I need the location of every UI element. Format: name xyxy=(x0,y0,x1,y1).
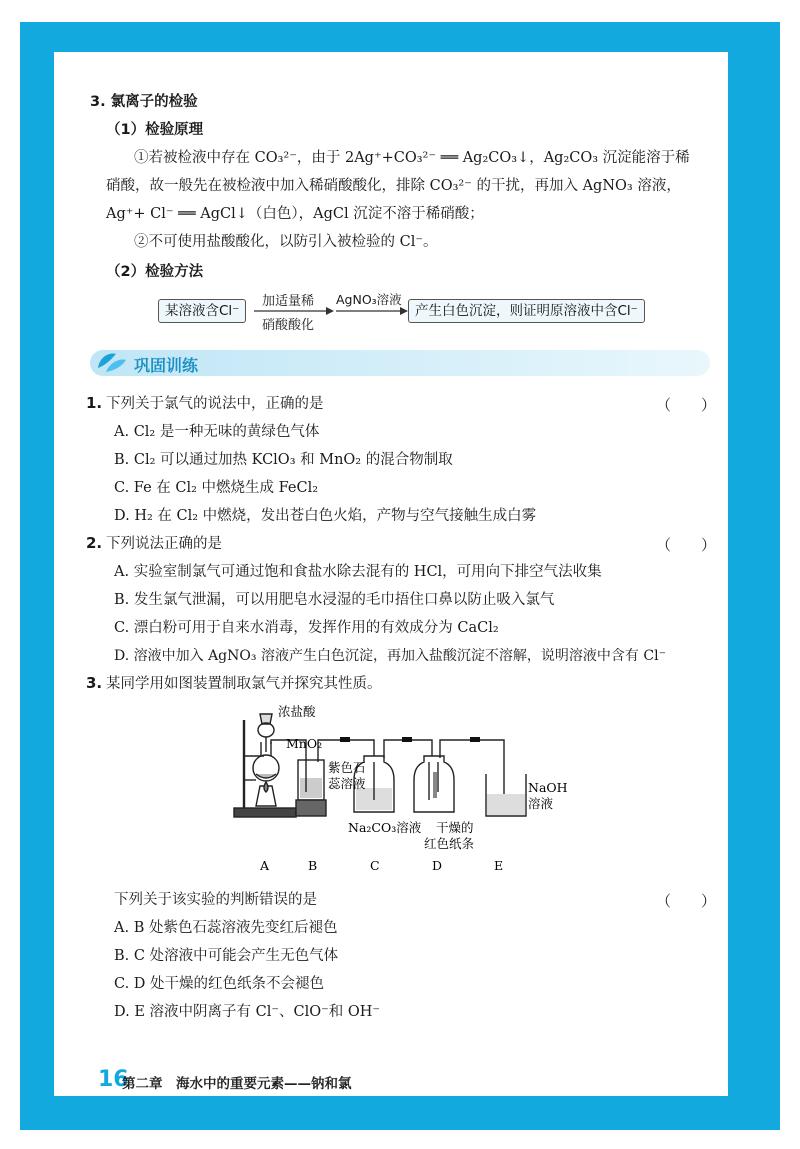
page-content xyxy=(54,52,728,1096)
q2-answer-blank[interactable]: （ ） xyxy=(656,536,717,554)
q3-sub-stem: 下列关于该实验的判断错误的是 xyxy=(114,892,317,908)
q2-option-c[interactable]: C. 漂白粉可用于自来水消毒，发挥作用的有效成分为 CaCl₂ xyxy=(114,620,499,636)
q3-option-d[interactable]: D. E 溶液中阴离子有 Cl⁻、ClO⁻和 OH⁻ xyxy=(114,1004,381,1020)
label-dry-1: 干燥的 xyxy=(436,820,474,835)
flow-result-box: 产生白色沉淀，则证明原溶液中含Cl⁻ xyxy=(408,299,645,323)
label-d: D xyxy=(432,858,443,873)
page-number: 16 xyxy=(98,1067,129,1092)
q3-answer-blank[interactable]: （ ） xyxy=(656,892,717,910)
label-c: C xyxy=(370,858,380,873)
practice-title: 巩固训练 xyxy=(134,356,199,375)
q2-option-d[interactable]: D. 溶液中加入 AgNO₃ 溶液产生白色沉淀，再加入盐酸沉淀不溶解，说明溶液中含有 Cl⁻ xyxy=(114,648,666,664)
q1-option-c[interactable]: C. Fe 在 Cl₂ 中燃烧生成 FeCl₂ xyxy=(114,480,319,496)
flow-arrow1-top: 加适量稀 xyxy=(262,294,315,309)
q1-answer-blank[interactable]: （ ） xyxy=(656,396,717,414)
principle-line-3: Ag⁺+ Cl⁻ ══ AgCl↓（白色），AgCl 沉淀不溶于稀硝酸； xyxy=(106,206,484,222)
q3-option-a[interactable]: A. B 处紫色石蕊溶液先变红后褪色 xyxy=(114,920,338,936)
label-conc-hcl: 浓盐酸 xyxy=(278,704,316,719)
principle-title: （1）检验原理 xyxy=(106,122,204,138)
section-heading: 3. 氯离子的检验 xyxy=(90,94,198,110)
flow-arrow2-top: AgNO₃溶液 xyxy=(336,292,402,307)
label-dry-2: 红色纸条 xyxy=(424,836,475,851)
label-na2co3: Na₂CO₃溶液 xyxy=(348,820,422,835)
label-b: B xyxy=(308,858,318,873)
q1-option-a[interactable]: A. Cl₂ 是一种无味的黄绿色气体 xyxy=(114,424,320,440)
label-a: A xyxy=(260,858,270,873)
q1-number: 1. xyxy=(86,394,103,412)
q3-option-c[interactable]: C. D 处干燥的红色纸条不会褪色 xyxy=(114,976,325,992)
q3-stem: 某同学用如图装置制取氯气并探究其性质。 xyxy=(106,676,382,692)
principle-note: ②不可使用盐酸酸化，以防引入被检验的 Cl⁻。 xyxy=(134,234,438,250)
q1-stem: 下列关于氯气的说法中，正确的是 xyxy=(106,396,324,412)
q2-number: 2. xyxy=(86,534,103,552)
method-title: （2）检验方法 xyxy=(106,264,204,280)
q2-stem: 下列说法正确的是 xyxy=(106,536,222,552)
q2-option-a[interactable]: A. 实验室制氯气可通过饱和食盐水除去混有的 HCl，可用向下排空气法收集 xyxy=(114,564,602,580)
q1-option-d[interactable]: D. H₂ 在 Cl₂ 中燃烧，发出苍白色火焰，产物与空气接触生成白雾 xyxy=(114,508,537,524)
label-naoh-2: 溶液 xyxy=(528,796,554,811)
q3-number: 3. xyxy=(86,674,103,692)
label-litmus-2: 蕊溶液 xyxy=(328,776,366,791)
apparatus-figure xyxy=(224,700,594,876)
leaf-icon xyxy=(94,348,128,376)
flow-start-box: 某溶液含Cl⁻ xyxy=(158,299,246,323)
q3-option-b[interactable]: B. C 处溶液中可能会产生无色气体 xyxy=(114,948,339,964)
label-mno2: MnO₂ xyxy=(286,736,323,751)
q1-option-b[interactable]: B. Cl₂ 可以通过加热 KClO₃ 和 MnO₂ 的混合物制取 xyxy=(114,452,453,468)
chapter-title: 第二章 海水中的重要元素——钠和氯 xyxy=(122,1076,352,1092)
label-e: E xyxy=(494,858,504,873)
q2-option-b[interactable]: B. 发生氯气泄漏，可以用肥皂水浸湿的毛巾捂住口鼻以防止吸入氯气 xyxy=(114,592,555,608)
flow-arrow1-bottom: 硝酸酸化 xyxy=(262,318,315,333)
label-naoh-1: NaOH xyxy=(528,780,568,795)
principle-line-2: 硝酸，故一般先在被检液中加入稀硝酸酸化，排除 CO₃²⁻ 的干扰，再加入 AgNO₃ 溶液， xyxy=(106,178,681,194)
principle-line-1: ①若被检液中存在 CO₃²⁻，由于 2Ag⁺+CO₃²⁻ ══ Ag₂CO₃↓，Ag₂CO₃ 沉淀能溶于稀 xyxy=(134,150,690,166)
label-litmus-1: 紫色石 xyxy=(328,760,366,775)
